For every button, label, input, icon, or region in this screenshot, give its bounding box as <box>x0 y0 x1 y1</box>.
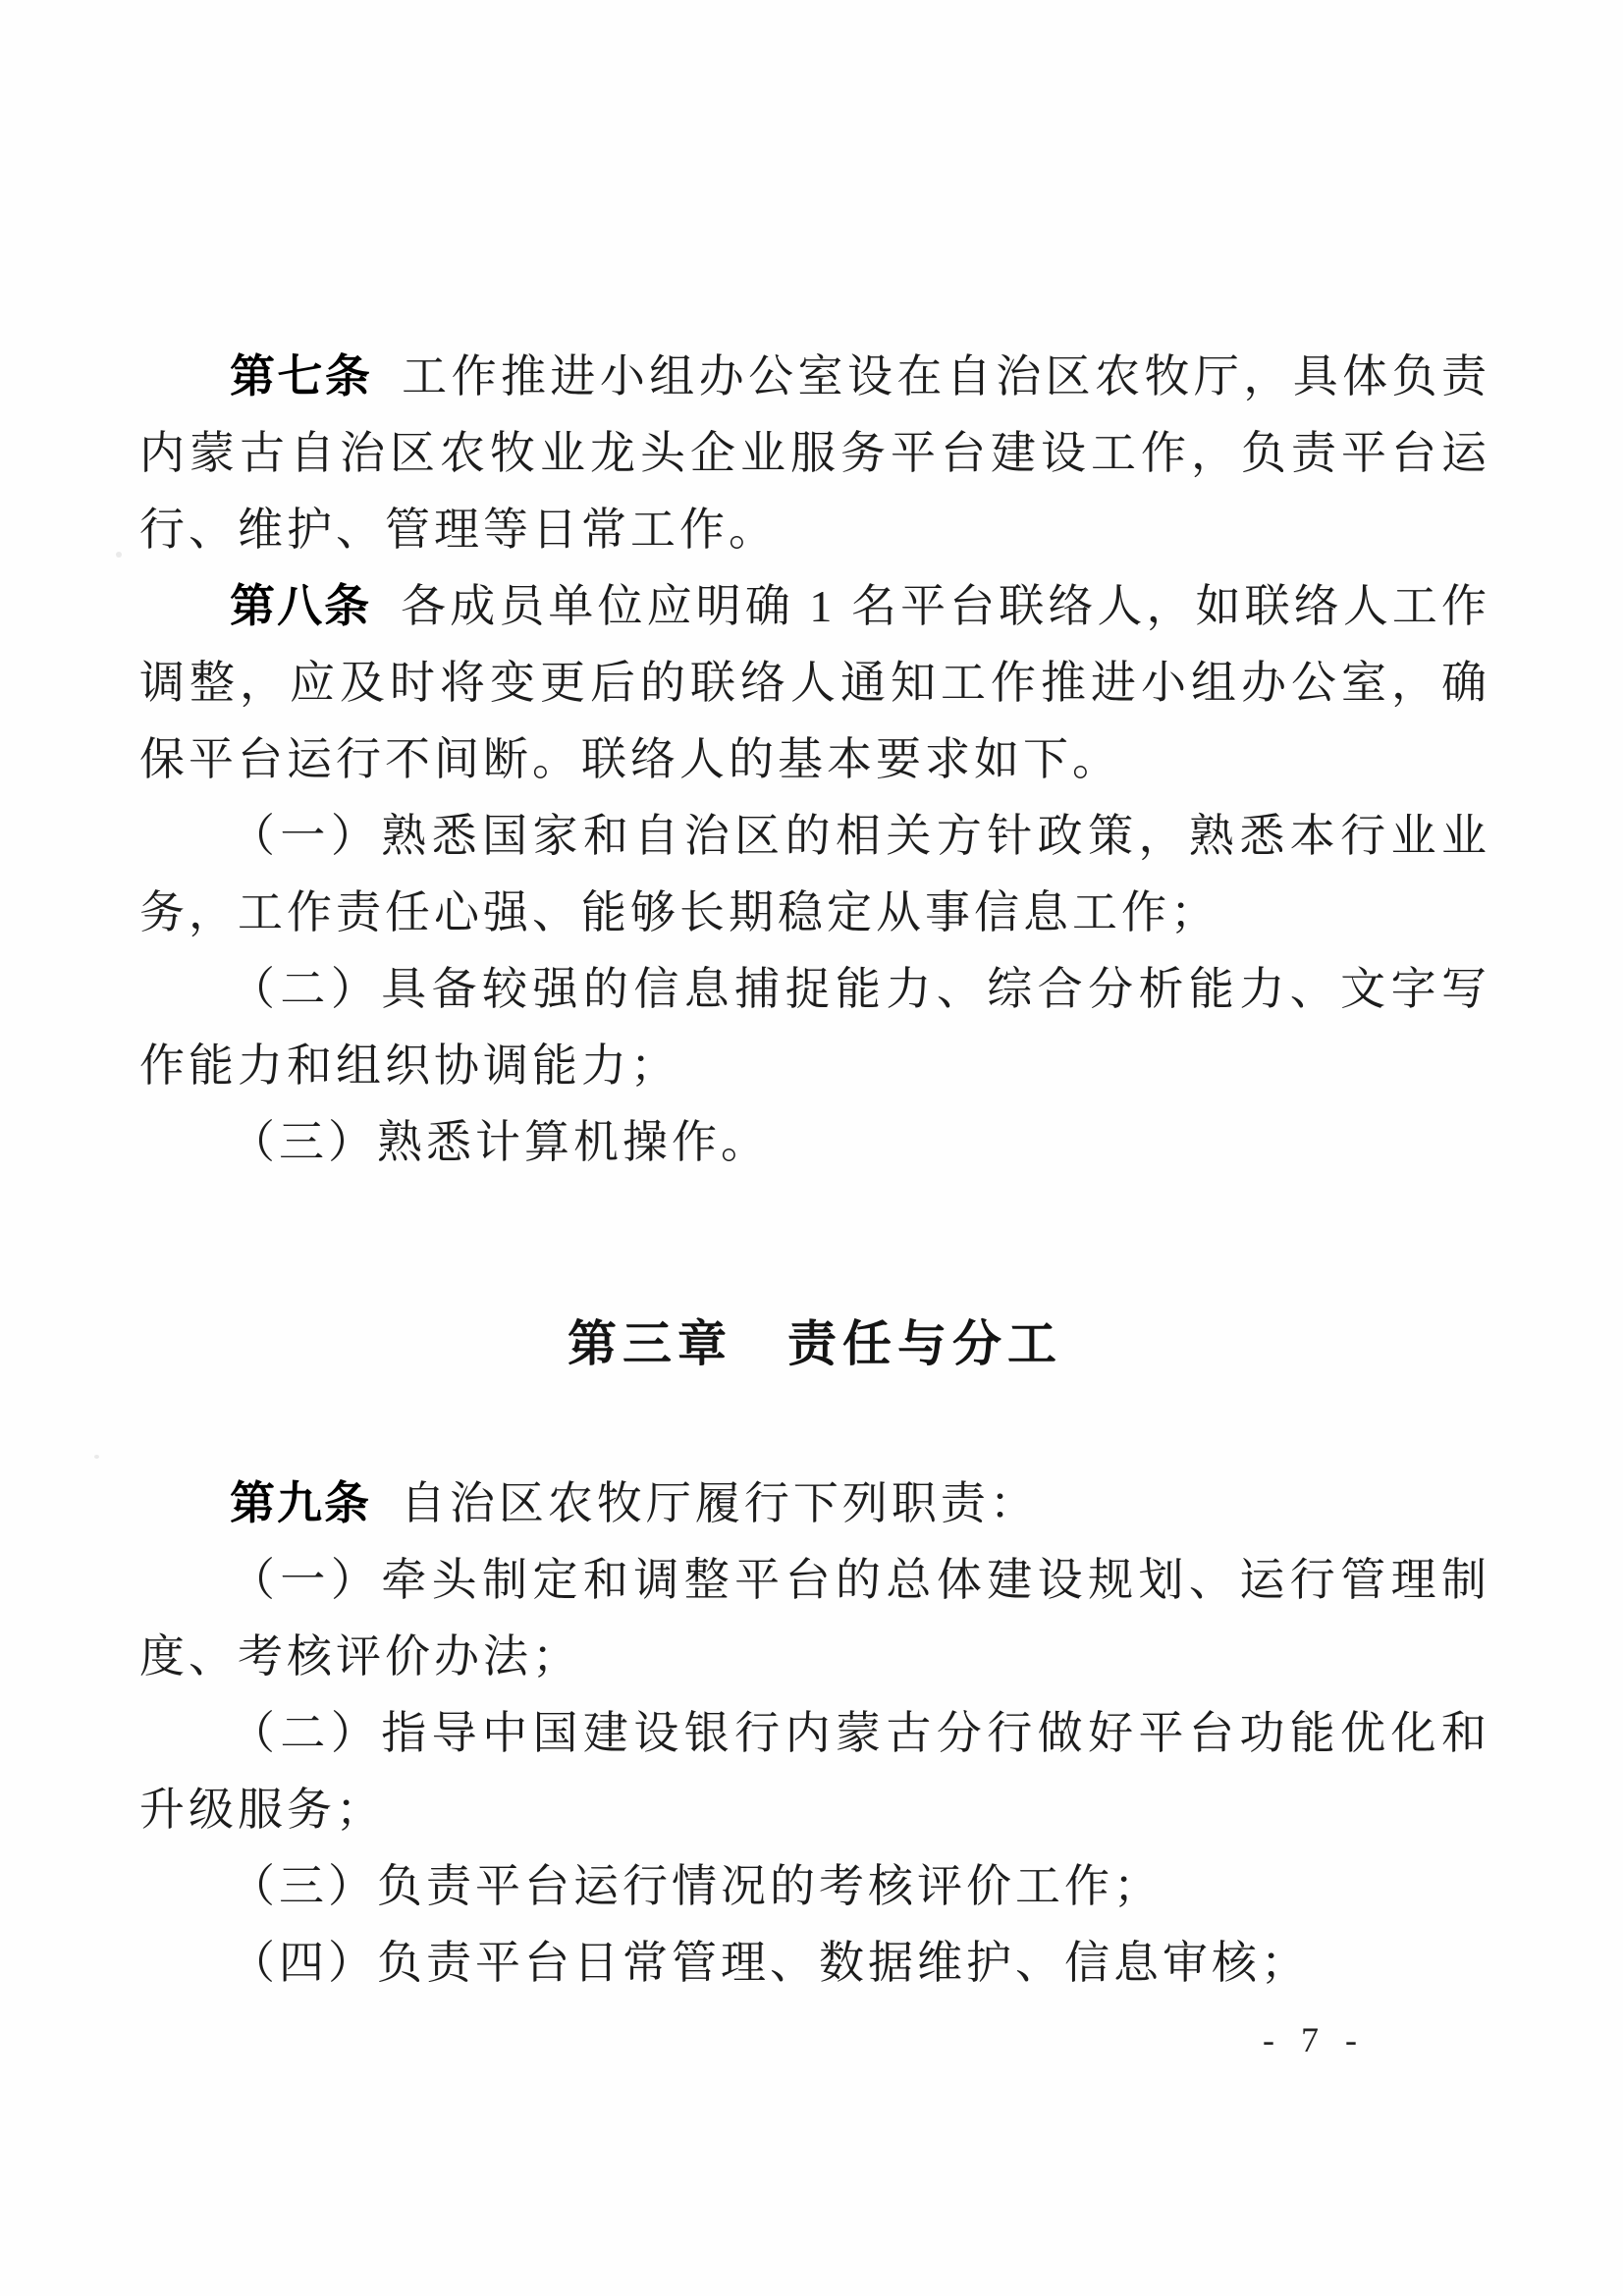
article-8-item-2: （二）具备较强的信息捕捉能力、综合分析能力、文字写作能力和组织协调能力； <box>139 964 1490 1091</box>
article-8-text: 各成员单位应明确 1 名平台联络人，如联络人工作调整，应及时将变更后的联络人通知工作推进小组办公室，确保平台运行不间断。联络人的基本要求如下。 <box>139 581 1491 784</box>
scan-speck <box>116 552 122 558</box>
article-8-paragraph <box>139 568 1490 798</box>
article-7-text: 工作推进小组办公室设在自治区农牧厅，具体负责内蒙古自治区农牧业龙头企业服务平台建设工作，负责平台运行、维护、管理等日常工作。 <box>139 351 1491 555</box>
article-9-item-1: （一）牵头制定和调整平台的总体建设规划、运行管理制度、考核评价办法； <box>139 1555 1490 1682</box>
scan-speck <box>94 1455 99 1459</box>
page-number: - 7 - <box>1263 2020 1366 2059</box>
article-9-text: 自治区农牧厅履行下列职责： <box>400 1478 1039 1528</box>
article-8-number: 第八条 <box>230 581 372 631</box>
article-9-paragraph <box>139 1466 1490 1542</box>
article-9-number: 第九条 <box>230 1478 371 1528</box>
article-7-number: 第七条 <box>230 351 373 401</box>
article-8-item-3: （三）熟悉计算机操作。 <box>230 1117 770 1167</box>
article-9-item-4: （四）负责平台日常管理、数据维护、信息审核； <box>230 1938 1310 1988</box>
article-9-item-3: （三）负责平台运行情况的考核评价工作； <box>230 1861 1163 1911</box>
article-9-item-2: （二）指导中国建设银行内蒙古分行做好平台功能优化和升级服务； <box>139 1708 1490 1835</box>
article-7-paragraph <box>139 339 1490 568</box>
document-body <box>139 339 1490 2002</box>
chapter-3-heading: 第三章 责任与分工 <box>568 1316 1062 1371</box>
article-8-item-1: （一）熟悉国家和自治区的相关方针政策，熟悉本行业业务，工作责任心强、能够长期稳定从事信息工作； <box>139 811 1490 937</box>
